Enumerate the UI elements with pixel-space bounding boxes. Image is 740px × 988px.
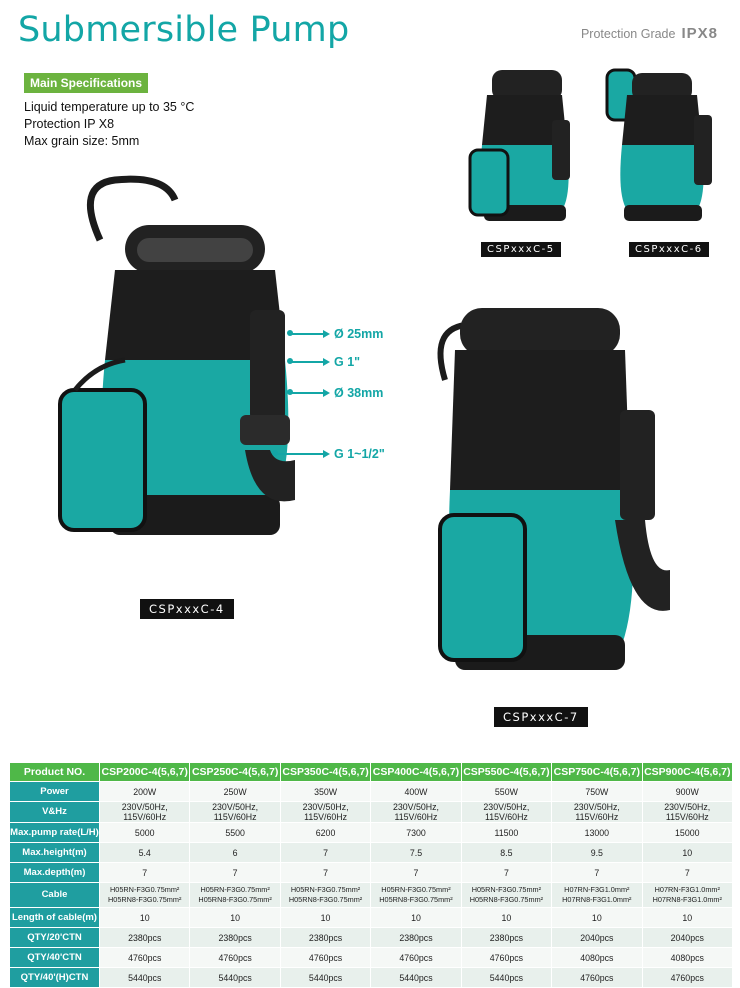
table-header: CSP550C-4(5,6,7) (461, 763, 551, 782)
table-row (10, 823, 733, 843)
pump-image-7 (425, 300, 675, 700)
table-header: CSP750C-4(5,6,7) (552, 763, 642, 782)
table-cell: 4760pcs (461, 948, 551, 968)
table-cell: 10 (280, 908, 370, 928)
row-label: Cable (10, 883, 100, 908)
specs-list (24, 99, 194, 150)
table-cell: 5440pcs (371, 968, 461, 988)
table-cell: 5500 (190, 823, 280, 843)
table-cell: 350W (280, 782, 370, 802)
table-cell: 7300 (371, 823, 461, 843)
row-label: Max.depth(m) (10, 863, 100, 883)
row-label: QTY/40'CTN (10, 948, 100, 968)
callout-g1: G 1" (334, 355, 361, 369)
table-cell: 230V/50Hz, 115V/60Hz (280, 802, 370, 823)
table-cell: 7 (100, 863, 190, 883)
spec-line: Max grain size: 5mm (24, 134, 140, 148)
table-cell: 230V/50Hz, 115V/60Hz (190, 802, 280, 823)
table-cell: 230V/50Hz, 115V/60Hz (371, 802, 461, 823)
table-header: CSP350C-4(5,6,7) (280, 763, 370, 782)
caption-csp-c5: CSPxxxC-5 (481, 242, 561, 257)
callout-g1-1-2: G 1~1/2" (334, 447, 385, 461)
table-cell: 4080pcs (552, 948, 642, 968)
table-cell: 7 (461, 863, 551, 883)
table-cell: 230V/50Hz, 115V/60Hz (461, 802, 551, 823)
table-cell: 10 (552, 908, 642, 928)
table-cell: 2380pcs (371, 928, 461, 948)
table-cell: 230V/50Hz, 115V/60Hz (642, 802, 732, 823)
table-row (10, 802, 733, 823)
table-cell: 13000 (552, 823, 642, 843)
pump-image-5 (462, 65, 592, 230)
caption-csp-c7: CSPxxxC-7 (494, 707, 588, 727)
table-cell (371, 883, 461, 908)
table-cell: 2380pcs (190, 928, 280, 948)
grade-label: Protection Grade (580, 27, 676, 41)
table-cell: 4760pcs (280, 948, 370, 968)
table-cell (280, 883, 370, 908)
table-cell: 7 (190, 863, 280, 883)
table-cell: 900W (642, 782, 732, 802)
table-cell: 6200 (280, 823, 370, 843)
table-row (10, 863, 733, 883)
callout-arrow-icon (323, 358, 330, 366)
callout-dia-38: Ø 38mm (334, 386, 384, 400)
table-row (10, 883, 733, 908)
table-cell (552, 883, 642, 908)
callout-line (292, 333, 323, 335)
table-cell: 5.4 (100, 843, 190, 863)
cable-line: H07RN8-F3G1.0mm² (652, 895, 722, 904)
table-cell: 7 (280, 863, 370, 883)
cable-line: H05RN-F3G0.75mm² (200, 885, 270, 894)
table-cell: 10 (642, 843, 732, 863)
table-cell: 5440pcs (100, 968, 190, 988)
table-cell: 7.5 (371, 843, 461, 863)
cable-line: H05RN8-F3G0.75mm² (288, 895, 363, 904)
table-cell: 10 (190, 908, 280, 928)
table-header: CSP400C-4(5,6,7) (371, 763, 461, 782)
table-cell: 11500 (461, 823, 551, 843)
cable-line: H05RN-F3G0.75mm² (290, 885, 361, 894)
table-cell: 2040pcs (642, 928, 732, 948)
cable-line: H05RN-F3G0.75mm² (471, 885, 542, 894)
cable-line: H05RN8-F3G0.75mm² (108, 895, 182, 904)
spec-line: Protection IP X8 (24, 117, 115, 131)
spec-table (9, 762, 733, 988)
table-row (10, 782, 733, 802)
table-cell: 2380pcs (461, 928, 551, 948)
table-header: Product NO. (10, 763, 100, 782)
table-cell: 750W (552, 782, 642, 802)
table-row (10, 928, 733, 948)
row-label: Power (10, 782, 100, 802)
pump-image-6 (602, 65, 732, 230)
table-cell: 4760pcs (100, 948, 190, 968)
row-label: V&Hz (10, 802, 100, 823)
table-cell: 10 (100, 908, 190, 928)
callout-line (277, 453, 323, 455)
table-cell: 7 (280, 843, 370, 863)
table-cell: 6 (190, 843, 280, 863)
table-cell (642, 883, 732, 908)
table-cell: 550W (461, 782, 551, 802)
table-cell: 2380pcs (100, 928, 190, 948)
table-cell (190, 883, 280, 908)
row-label: Max.height(m) (10, 843, 100, 863)
table-cell: 7 (552, 863, 642, 883)
cable-line: H05RN-F3G0.75mm² (110, 885, 180, 894)
table-row (10, 968, 733, 988)
cable-line: H07RN-F3G1.0mm² (654, 885, 720, 894)
cable-line: H05RN8-F3G0.75mm² (379, 895, 453, 904)
table-header: CSP200C-4(5,6,7) (100, 763, 190, 782)
cable-line: H05RN8-F3G0.75mm² (469, 895, 544, 904)
table-header: CSP250C-4(5,6,7) (190, 763, 280, 782)
table-cell: 5440pcs (461, 968, 551, 988)
row-label: QTY/40'(H)CTN (10, 968, 100, 988)
cable-line: H07RN8-F3G1.0mm² (562, 895, 632, 904)
table-cell: 15000 (642, 823, 732, 843)
spec-line: Liquid temperature up to 35 °C (24, 100, 195, 114)
cable-line: H07RN-F3G1.0mm² (564, 885, 630, 894)
table-cell: 4760pcs (190, 948, 280, 968)
callout-line (292, 361, 323, 363)
callout-line (292, 392, 323, 394)
table-cell (461, 883, 551, 908)
specs-badge: Main Specifications (24, 73, 148, 93)
cable-line: H05RN8-F3G0.75mm² (198, 895, 272, 904)
caption-csp-c4: CSPxxxC-4 (140, 599, 234, 619)
table-cell: 5440pcs (280, 968, 370, 988)
table-cell: 4760pcs (642, 968, 732, 988)
table-cell: 10 (642, 908, 732, 928)
table-cell: 9.5 (552, 843, 642, 863)
table-row (10, 908, 733, 928)
table-cell: 4760pcs (552, 968, 642, 988)
protection-grade (581, 25, 718, 42)
grade-value: IPX8 (681, 25, 718, 42)
page-title: Submersible Pump (18, 10, 350, 50)
table-cell (100, 883, 190, 908)
table-cell: 230V/50Hz, 115V/60Hz (100, 802, 190, 823)
table-cell: 4760pcs (371, 948, 461, 968)
caption-csp-c6: CSPxxxC-6 (629, 242, 709, 257)
table-cell: 7 (642, 863, 732, 883)
table-cell: 250W (190, 782, 280, 802)
table-row (10, 843, 733, 863)
callout-dia-25: Ø 25mm (334, 327, 384, 341)
table-cell: 10 (461, 908, 551, 928)
callout-arrow-icon (323, 450, 330, 458)
table-cell: 5000 (100, 823, 190, 843)
table-header-row (10, 763, 733, 782)
table-cell: 5440pcs (190, 968, 280, 988)
cable-line: H05RN-F3G0.75mm² (381, 885, 451, 894)
table-cell: 2380pcs (280, 928, 370, 948)
table-cell: 230V/50Hz, 115V/60Hz (552, 802, 642, 823)
row-label: Max.pump rate(L/H) (10, 823, 100, 843)
table-cell: 2040pcs (552, 928, 642, 948)
table-row (10, 948, 733, 968)
table-cell: 10 (371, 908, 461, 928)
table-cell: 8.5 (461, 843, 551, 863)
table-cell: 7 (371, 863, 461, 883)
row-label: Length of cable(m) (10, 908, 100, 928)
row-label: QTY/20'CTN (10, 928, 100, 948)
callout-arrow-icon (323, 389, 330, 397)
table-cell: 200W (100, 782, 190, 802)
table-cell: 400W (371, 782, 461, 802)
table-body (10, 782, 733, 988)
callout-arrow-icon (323, 330, 330, 338)
table-cell: 4080pcs (642, 948, 732, 968)
table-header: CSP900C-4(5,6,7) (642, 763, 732, 782)
pump-image-4 (55, 170, 315, 590)
